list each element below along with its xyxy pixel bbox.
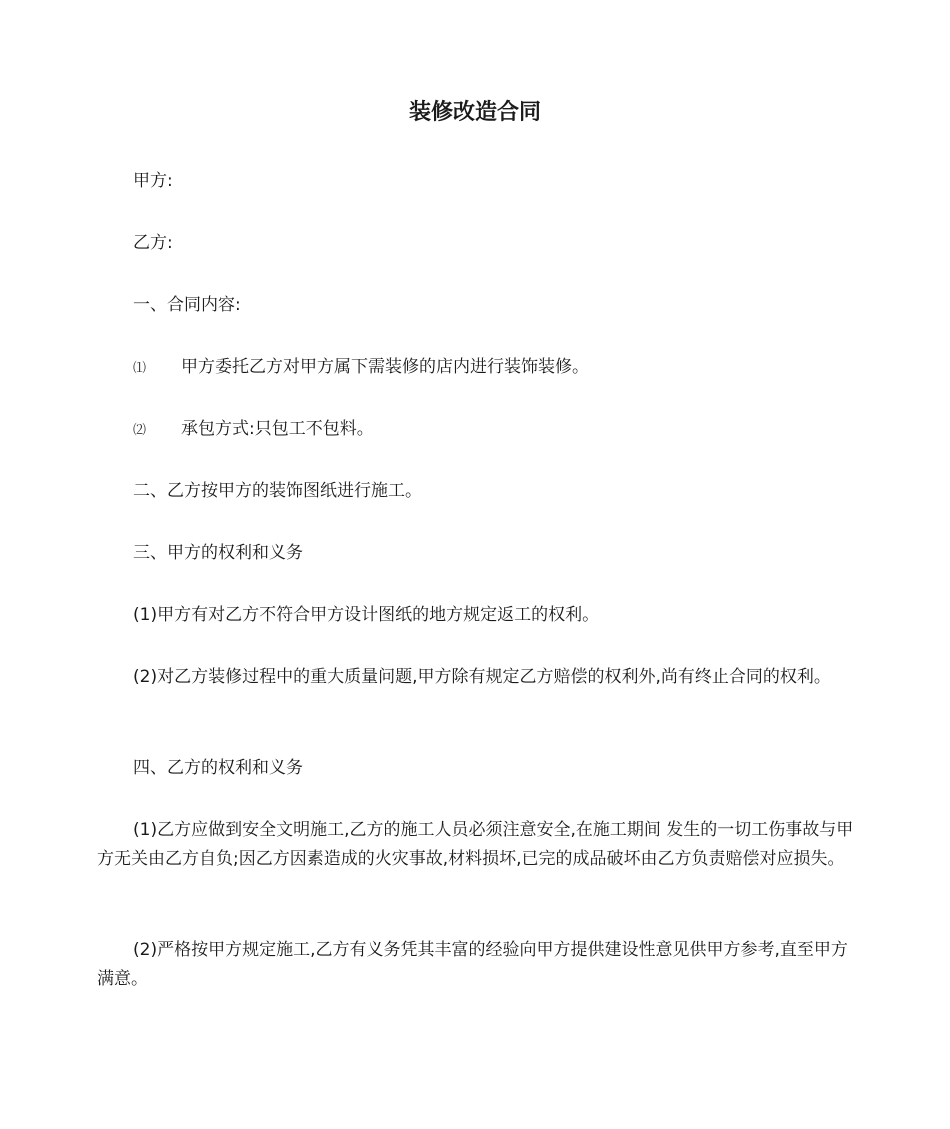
section-2-heading: 二、乙方按甲方的装饰图纸进行施工。 [133,481,422,501]
item-number: ⑴ [133,361,147,376]
section-3-heading: 三、甲方的权利和义务 [133,543,303,563]
section-4-heading: 四、乙方的权利和义务 [133,758,303,778]
item-number: ⑵ [133,423,147,438]
item-text: 甲方委托乙方对甲方属下需装修的店内进行装饰装修。 [181,357,589,377]
section-1-item-2 [133,415,374,445]
section-3-paragraph-2: (2)对乙方装修过程中的重大质量问题,甲方除有规定乙方赔偿的权利外,尚有终止合同的权利。 [133,667,831,687]
section-1-heading: 一、合同内容: [133,295,241,315]
section-4-paragraph-2: (2)严格按甲方规定施工,乙方有义务凭其丰富的经验向甲方提供建设性意见供甲方参考,直至甲方满意。 [97,940,848,989]
party-a-label: 甲方: [133,171,173,191]
document-title: 装修改造合同 [408,100,541,125]
party-b-label: 乙方: [133,233,173,253]
section-1-item-1 [133,353,589,383]
section-3-paragraph-1: (1)甲方有对乙方不符合甲方设计图纸的地方规定返工的权利。 [133,605,600,625]
item-text: 承包方式:只包工不包料。 [181,419,374,439]
section-4-paragraph-1: (1)乙方应做到安全文明施工,乙方的施工人员必须注意安全,在施工期间 发生的一切工伤事故与甲方无关由乙方自负;因乙方因素造成的火灾事故,材料损坏,已完的成品破坏由乙方负责赔偿对应损失。 [97,820,854,869]
